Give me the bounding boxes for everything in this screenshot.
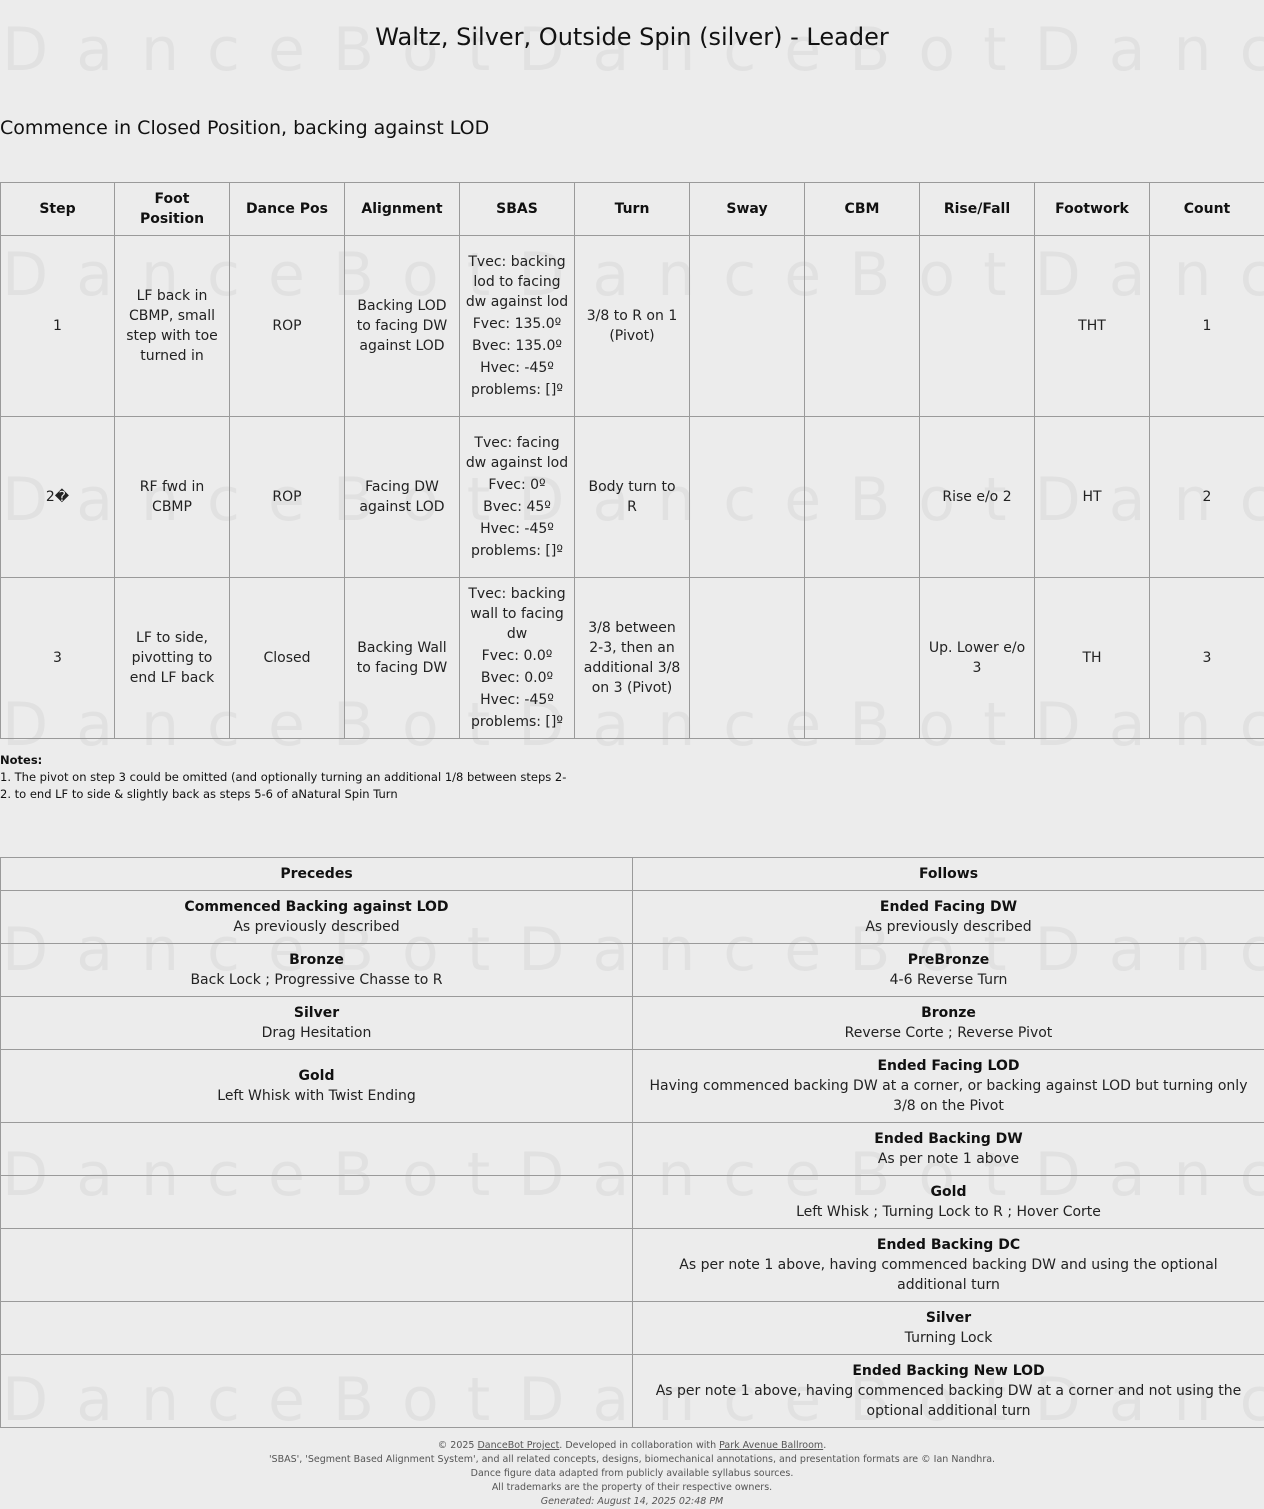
rise-fall — [920, 236, 1035, 417]
step-row — [1, 417, 1264, 578]
steps-header-row — [1, 183, 1264, 236]
follows-cell — [633, 891, 1264, 944]
collab-text: . Developed in collaboration with — [559, 1440, 719, 1451]
relation-row — [1, 1355, 1264, 1428]
precedes-cell — [1, 1302, 633, 1355]
precedes-cell — [1, 997, 633, 1050]
footer-sbas-notice: 'SBAS', 'Segment Based Alignment System', and all related concepts, designs, biomechanical annotations, and presentation formats are © Ian Nandhra. — [0, 1453, 1264, 1467]
cbm — [805, 578, 920, 739]
follows-cell — [633, 997, 1264, 1050]
step-number: 1 — [1, 236, 115, 417]
footer-data-source: Dance figure data adapted from publicly available syllabus sources. — [0, 1467, 1264, 1481]
header-precedes: Precedes — [1, 858, 633, 891]
sbas-hvec: Hvec: -45º — [464, 519, 570, 539]
footwork: HT — [1035, 417, 1150, 578]
precedes-desc: Back Lock ; Progressive Chasse to R — [17, 970, 616, 990]
relation-row — [1, 1123, 1264, 1176]
header-foot-position: Foot Position — [115, 183, 230, 236]
precedes-desc: Drag Hesitation — [17, 1023, 616, 1043]
header-follows: Follows — [633, 858, 1264, 891]
sbas-problems: problems: []º — [464, 541, 570, 561]
precedes-title: Silver — [17, 1003, 616, 1023]
follows-cell — [633, 1123, 1264, 1176]
follows-desc: Left Whisk ; Turning Lock to R ; Hover Corte — [649, 1202, 1248, 1222]
sway — [690, 236, 805, 417]
follows-desc: As previously described — [649, 917, 1248, 937]
precedes-cell — [1, 1229, 633, 1302]
sway — [690, 417, 805, 578]
follows-title: PreBronze — [649, 950, 1248, 970]
sbas-cell — [460, 578, 575, 739]
foot-position: RF fwd in CBMP — [115, 417, 230, 578]
header-sbas: SBAS — [460, 183, 575, 236]
commence-position: Commence in Closed Position, backing against LOD — [0, 115, 489, 141]
follows-desc: Turning Lock — [649, 1328, 1248, 1348]
header-alignment: Alignment — [345, 183, 460, 236]
precedes-cell — [1, 944, 633, 997]
foot-position: LF to side, pivotting to end LF back — [115, 578, 230, 739]
precedes-cell — [1, 1123, 633, 1176]
precedes-title: Commenced Backing against LOD — [17, 897, 616, 917]
follows-cell — [633, 1176, 1264, 1229]
count: 2 — [1150, 417, 1264, 578]
follows-title: Silver — [649, 1308, 1248, 1328]
sbas-tvec: Tvec: backing wall to facing dw — [464, 584, 570, 644]
follows-cell — [633, 1229, 1264, 1302]
alignment: Backing LOD to facing DW against LOD — [345, 236, 460, 417]
relations-header-row — [1, 858, 1264, 891]
follows-desc: Having commenced backing DW at a corner, or backing against LOD but turning only 3/8 on the Pivot — [649, 1076, 1248, 1116]
follows-desc: Reverse Corte ; Reverse Pivot — [649, 1023, 1248, 1043]
step-number: 3 — [1, 578, 115, 739]
footer-generated: Generated: August 14, 2025 02:48 PM — [0, 1495, 1264, 1509]
header-dance-pos: Dance Pos — [230, 183, 345, 236]
sbas-fvec: Fvec: 135.0º — [464, 314, 570, 334]
relation-row — [1, 1050, 1264, 1123]
header-count: Count — [1150, 183, 1264, 236]
header-cbm: CBM — [805, 183, 920, 236]
follows-desc: As per note 1 above — [649, 1149, 1248, 1169]
count: 3 — [1150, 578, 1264, 739]
follows-title: Ended Backing DW — [649, 1129, 1248, 1149]
footer-copyright — [0, 1439, 1264, 1453]
precedes-title: Bronze — [17, 950, 616, 970]
follows-cell — [633, 1302, 1264, 1355]
turn: Body turn to R — [575, 417, 690, 578]
count: 1 — [1150, 236, 1264, 417]
dancebot-project-link[interactable]: DanceBot Project — [477, 1440, 559, 1451]
alignment: Backing Wall to facing DW — [345, 578, 460, 739]
alignment: Facing DW against LOD — [345, 417, 460, 578]
turn: 3/8 to R on 1 (Pivot) — [575, 236, 690, 417]
rise-fall: Rise e/o 2 — [920, 417, 1035, 578]
precedes-cell — [1, 1050, 633, 1123]
precedes-cell — [1, 1176, 633, 1229]
step-row — [1, 578, 1264, 739]
precedes-title: Gold — [17, 1066, 616, 1086]
sbas-problems: problems: []º — [464, 380, 570, 400]
collab-end: . — [823, 1440, 826, 1451]
sway — [690, 578, 805, 739]
relation-row — [1, 1176, 1264, 1229]
precedes-follows-table — [0, 857, 1264, 1428]
follows-title: Bronze — [649, 1003, 1248, 1023]
sbas-tvec: Tvec: backing lod to facing dw against lod — [464, 252, 570, 312]
follows-cell — [633, 1355, 1264, 1428]
foot-position: LF back in CBMP, small step with toe turned in — [115, 236, 230, 417]
note-line: 1. The pivot on step 3 could be omitted (and optionally turning an additional 1/8 between steps 2- — [0, 770, 566, 784]
header-step: Step — [1, 183, 115, 236]
relation-row — [1, 891, 1264, 944]
park-avenue-ballroom-link[interactable]: Park Avenue Ballroom — [719, 1440, 823, 1451]
cbm — [805, 417, 920, 578]
follows-desc: As per note 1 above, having commenced backing DW at a corner and not using the optional additional turn — [649, 1381, 1248, 1421]
header-turn: Turn — [575, 183, 690, 236]
precedes-desc: As previously described — [17, 917, 616, 937]
follows-desc: 4-6 Reverse Turn — [649, 970, 1248, 990]
footer — [0, 1439, 1264, 1509]
follows-title: Gold — [649, 1182, 1248, 1202]
header-footwork: Footwork — [1035, 183, 1150, 236]
sbas-cell — [460, 236, 575, 417]
sbas-hvec: Hvec: -45º — [464, 690, 570, 710]
follows-cell — [633, 944, 1264, 997]
sbas-bvec: Bvec: 135.0º — [464, 336, 570, 356]
precedes-cell — [1, 891, 633, 944]
sbas-cell — [460, 417, 575, 578]
note-line: 2. to end LF to side & slightly back as steps 5-6 of aNatural Spin Turn — [0, 787, 398, 801]
relation-row — [1, 1229, 1264, 1302]
sbas-tvec: Tvec: facing dw against lod — [464, 433, 570, 473]
sbas-bvec: Bvec: 45º — [464, 497, 570, 517]
cbm — [805, 236, 920, 417]
page-title: Waltz, Silver, Outside Spin (silver) - Leader — [0, 21, 1264, 53]
footwork: THT — [1035, 236, 1150, 417]
footer-trademarks: All trademarks are the property of their respective owners. — [0, 1481, 1264, 1495]
follows-title: Ended Backing New LOD — [649, 1361, 1248, 1381]
sbas-hvec: Hvec: -45º — [464, 358, 570, 378]
notes-label: Notes: — [0, 753, 42, 767]
rise-fall: Up. Lower e/o 3 — [920, 578, 1035, 739]
precedes-cell — [1, 1355, 633, 1428]
steps-table — [0, 182, 1264, 739]
turn: 3/8 between 2-3, then an additional 3/8 on 3 (Pivot) — [575, 578, 690, 739]
follows-title: Ended Facing DW — [649, 897, 1248, 917]
follows-desc: As per note 1 above, having commenced backing DW and using the optional additional turn — [649, 1255, 1248, 1295]
follows-title: Ended Facing LOD — [649, 1056, 1248, 1076]
sbas-fvec: Fvec: 0º — [464, 475, 570, 495]
dance-pos: ROP — [230, 417, 345, 578]
follows-cell — [633, 1050, 1264, 1123]
relation-row — [1, 1302, 1264, 1355]
relation-row — [1, 997, 1264, 1050]
dance-pos: Closed — [230, 578, 345, 739]
header-sway: Sway — [690, 183, 805, 236]
header-rise-fall: Rise/Fall — [920, 183, 1035, 236]
step-row — [1, 236, 1264, 417]
step-number: 2� — [1, 417, 115, 578]
copyright-text: © 2025 — [438, 1440, 478, 1451]
sbas-problems: problems: []º — [464, 712, 570, 732]
footwork: TH — [1035, 578, 1150, 739]
follows-title: Ended Backing DC — [649, 1235, 1248, 1255]
sbas-bvec: Bvec: 0.0º — [464, 668, 570, 688]
relation-row — [1, 944, 1264, 997]
notes — [0, 752, 566, 803]
dance-pos: ROP — [230, 236, 345, 417]
precedes-desc: Left Whisk with Twist Ending — [17, 1086, 616, 1106]
sbas-fvec: Fvec: 0.0º — [464, 646, 570, 666]
